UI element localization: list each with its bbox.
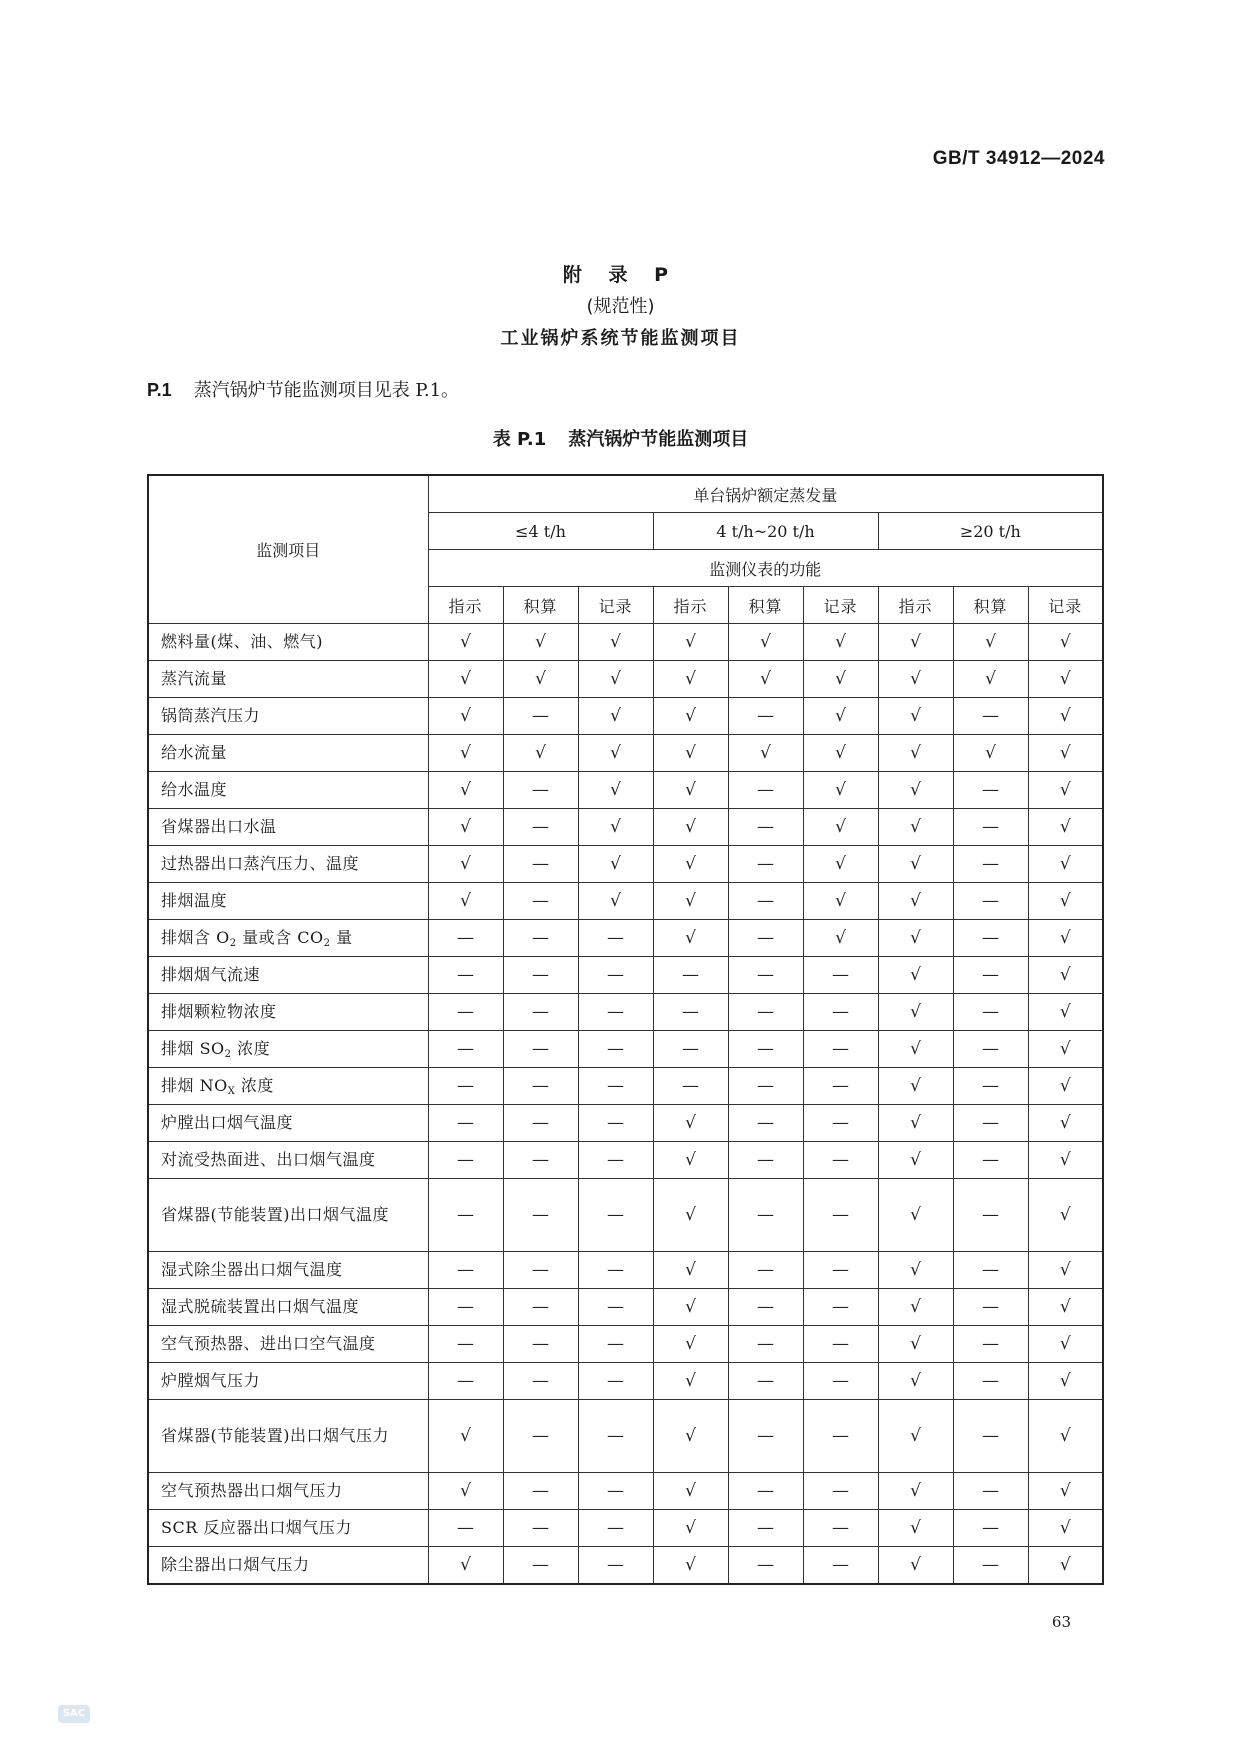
- monitoring-item: 对流受热面进、出口烟气温度: [148, 1142, 428, 1179]
- check-mark-cell: √: [1028, 1252, 1103, 1289]
- dash-cell: —: [578, 957, 653, 994]
- check-mark-cell: √: [803, 920, 878, 957]
- check-mark-cell: √: [953, 624, 1028, 661]
- dash-cell: —: [728, 957, 803, 994]
- dash-cell: —: [578, 994, 653, 1031]
- dash-cell: —: [428, 1289, 503, 1326]
- dash-cell: —: [578, 1252, 653, 1289]
- check-mark-cell: √: [653, 809, 728, 846]
- dash-cell: —: [428, 1510, 503, 1547]
- table-row: [148, 735, 1103, 772]
- dash-cell: —: [803, 1510, 878, 1547]
- check-mark-cell: √: [803, 735, 878, 772]
- dash-cell: —: [953, 994, 1028, 1031]
- dash-cell: —: [428, 1326, 503, 1363]
- check-mark-cell: √: [428, 1547, 503, 1585]
- appendix-subject: 工业锅炉系统节能监测项目: [500, 328, 741, 349]
- dash-cell: —: [803, 1326, 878, 1363]
- dash-cell: —: [578, 1105, 653, 1142]
- dash-cell: —: [953, 1326, 1028, 1363]
- table-row: [148, 1252, 1103, 1289]
- dash-cell: —: [503, 1400, 578, 1473]
- dash-cell: —: [503, 698, 578, 735]
- dash-cell: —: [503, 809, 578, 846]
- dash-cell: —: [503, 1363, 578, 1400]
- check-mark-cell: √: [878, 920, 953, 957]
- table-row: [148, 624, 1103, 661]
- dash-cell: —: [803, 1363, 878, 1400]
- dash-cell: —: [728, 1252, 803, 1289]
- dash-cell: —: [803, 1473, 878, 1510]
- monitoring-item: 空气预热器、进出口空气温度: [148, 1326, 428, 1363]
- dash-cell: —: [728, 883, 803, 920]
- check-mark-cell: √: [653, 735, 728, 772]
- document-code: GB/T 34912—2024: [932, 148, 1105, 169]
- check-mark-cell: √: [878, 1179, 953, 1252]
- dash-cell: —: [953, 1363, 1028, 1400]
- dash-cell: —: [728, 1400, 803, 1473]
- header-fn-record: 记录: [803, 587, 878, 624]
- monitoring-item: 过热器出口蒸汽压力、温度: [148, 846, 428, 883]
- check-mark-cell: √: [878, 1031, 953, 1068]
- dash-cell: —: [803, 1547, 878, 1585]
- check-mark-cell: √: [428, 698, 503, 735]
- header-fn-indicate: 指示: [428, 587, 503, 624]
- monitoring-item: 除尘器出口烟气压力: [148, 1547, 428, 1585]
- dash-cell: —: [428, 1142, 503, 1179]
- table-row: [148, 883, 1103, 920]
- check-mark-cell: √: [878, 1400, 953, 1473]
- dash-cell: —: [803, 1031, 878, 1068]
- check-mark-cell: √: [653, 1179, 728, 1252]
- table-row: [148, 994, 1103, 1031]
- check-mark-cell: √: [428, 735, 503, 772]
- check-mark-cell: √: [653, 698, 728, 735]
- check-mark-cell: √: [428, 883, 503, 920]
- dash-cell: —: [428, 994, 503, 1031]
- check-mark-cell: √: [1028, 994, 1103, 1031]
- dash-cell: —: [503, 920, 578, 957]
- check-mark-cell: √: [578, 772, 653, 809]
- table-row: [148, 957, 1103, 994]
- check-mark-cell: √: [1028, 1068, 1103, 1105]
- check-mark-cell: √: [878, 661, 953, 698]
- dash-cell: —: [803, 957, 878, 994]
- clause-p1: [147, 376, 459, 402]
- dash-cell: —: [803, 1179, 878, 1252]
- check-mark-cell: √: [653, 1363, 728, 1400]
- dash-cell: —: [428, 1179, 503, 1252]
- dash-cell: —: [953, 1068, 1028, 1105]
- check-mark-cell: √: [1028, 1179, 1103, 1252]
- dash-cell: —: [578, 1179, 653, 1252]
- header-fn-record: 记录: [1028, 587, 1103, 624]
- dash-cell: —: [503, 772, 578, 809]
- check-mark-cell: √: [653, 624, 728, 661]
- table-row: [148, 920, 1103, 957]
- check-mark-cell: √: [878, 1105, 953, 1142]
- check-mark-cell: √: [578, 661, 653, 698]
- table-caption-title: 蒸汽锅炉节能监测项目: [568, 429, 749, 450]
- table-row: [148, 1031, 1103, 1068]
- check-mark-cell: √: [1028, 846, 1103, 883]
- dash-cell: —: [953, 957, 1028, 994]
- dash-cell: —: [503, 1547, 578, 1585]
- header-fn-record: 记录: [578, 587, 653, 624]
- monitoring-item: 排烟温度: [148, 883, 428, 920]
- check-mark-cell: √: [878, 698, 953, 735]
- dash-cell: —: [653, 957, 728, 994]
- check-mark-cell: √: [1028, 883, 1103, 920]
- header-function: 监测仪表的功能: [428, 550, 1103, 587]
- monitoring-item: 给水流量: [148, 735, 428, 772]
- check-mark-cell: √: [1028, 1547, 1103, 1585]
- dash-cell: —: [728, 1547, 803, 1585]
- dash-cell: —: [953, 1179, 1028, 1252]
- table-row: [148, 809, 1103, 846]
- check-mark-cell: √: [1028, 1510, 1103, 1547]
- header-fn-integrate: 积算: [503, 587, 578, 624]
- dash-cell: —: [728, 1142, 803, 1179]
- check-mark-cell: √: [653, 920, 728, 957]
- dash-cell: —: [503, 883, 578, 920]
- header-capacity: 单台锅炉额定蒸发量: [428, 475, 1103, 513]
- table-row: [148, 1068, 1103, 1105]
- monitoring-item: 炉膛烟气压力: [148, 1363, 428, 1400]
- dash-cell: —: [728, 698, 803, 735]
- check-mark-cell: √: [578, 698, 653, 735]
- dash-cell: —: [803, 1142, 878, 1179]
- dash-cell: —: [503, 1326, 578, 1363]
- monitoring-item: 湿式除尘器出口烟气温度: [148, 1252, 428, 1289]
- dash-cell: —: [953, 772, 1028, 809]
- check-mark-cell: √: [878, 624, 953, 661]
- dash-cell: —: [578, 1142, 653, 1179]
- dash-cell: —: [728, 1289, 803, 1326]
- table-row: [148, 772, 1103, 809]
- dash-cell: —: [803, 1252, 878, 1289]
- check-mark-cell: √: [1028, 661, 1103, 698]
- dash-cell: —: [728, 994, 803, 1031]
- dash-cell: —: [953, 1473, 1028, 1510]
- dash-cell: —: [953, 1142, 1028, 1179]
- table-row: [148, 1510, 1103, 1547]
- table-row: [148, 1326, 1103, 1363]
- dash-cell: —: [803, 1400, 878, 1473]
- dash-cell: —: [503, 846, 578, 883]
- dash-cell: —: [953, 920, 1028, 957]
- check-mark-cell: √: [653, 1252, 728, 1289]
- check-mark-cell: √: [1028, 957, 1103, 994]
- check-mark-cell: √: [728, 624, 803, 661]
- header-item: 监测项目: [148, 475, 428, 624]
- monitoring-item: 锅筒蒸汽压力: [148, 698, 428, 735]
- dash-cell: —: [503, 1105, 578, 1142]
- check-mark-cell: √: [1028, 698, 1103, 735]
- monitoring-item: 省煤器(节能装置)出口烟气温度: [148, 1179, 428, 1252]
- check-mark-cell: √: [803, 883, 878, 920]
- check-mark-cell: √: [1028, 1289, 1103, 1326]
- header-range-medium: 4 t/h~20 t/h: [653, 513, 878, 550]
- check-mark-cell: √: [428, 1400, 503, 1473]
- check-mark-cell: √: [728, 661, 803, 698]
- dash-cell: —: [953, 1547, 1028, 1585]
- check-mark-cell: √: [1028, 809, 1103, 846]
- check-mark-cell: √: [653, 1510, 728, 1547]
- dash-cell: —: [578, 1400, 653, 1473]
- check-mark-cell: √: [578, 846, 653, 883]
- monitoring-item: 排烟颗粒物浓度: [148, 994, 428, 1031]
- monitoring-item: 燃料量(煤、油、燃气): [148, 624, 428, 661]
- dash-cell: —: [503, 957, 578, 994]
- check-mark-cell: √: [878, 1363, 953, 1400]
- check-mark-cell: √: [1028, 1326, 1103, 1363]
- dash-cell: —: [728, 1105, 803, 1142]
- check-mark-cell: √: [653, 1142, 728, 1179]
- dash-cell: —: [578, 1326, 653, 1363]
- check-mark-cell: √: [1028, 624, 1103, 661]
- check-mark-cell: √: [503, 735, 578, 772]
- check-mark-cell: √: [578, 735, 653, 772]
- dash-cell: —: [803, 1289, 878, 1326]
- check-mark-cell: √: [428, 1473, 503, 1510]
- dash-cell: —: [578, 1473, 653, 1510]
- dash-cell: —: [653, 994, 728, 1031]
- page-number: 63: [1051, 1613, 1071, 1631]
- sac-watermark-logo: SAC: [58, 1705, 90, 1723]
- dash-cell: —: [578, 1289, 653, 1326]
- dash-cell: —: [728, 1510, 803, 1547]
- check-mark-cell: √: [503, 661, 578, 698]
- check-mark-cell: √: [1028, 1400, 1103, 1473]
- check-mark-cell: √: [428, 624, 503, 661]
- monitoring-item: SCR 反应器出口烟气压力: [148, 1510, 428, 1547]
- monitoring-item: 排烟烟气流速: [148, 957, 428, 994]
- table-caption: [0, 425, 1241, 451]
- table-row: [148, 1142, 1103, 1179]
- table-row: [148, 1179, 1103, 1252]
- check-mark-cell: √: [578, 809, 653, 846]
- check-mark-cell: √: [578, 883, 653, 920]
- check-mark-cell: √: [878, 809, 953, 846]
- dash-cell: —: [428, 920, 503, 957]
- dash-cell: —: [503, 1142, 578, 1179]
- check-mark-cell: √: [878, 772, 953, 809]
- dash-cell: —: [503, 1068, 578, 1105]
- appendix-type: (规范性): [586, 296, 655, 317]
- dash-cell: —: [728, 809, 803, 846]
- dash-cell: —: [503, 1510, 578, 1547]
- check-mark-cell: √: [1028, 1031, 1103, 1068]
- check-mark-cell: √: [803, 698, 878, 735]
- dash-cell: —: [428, 1252, 503, 1289]
- dash-cell: —: [728, 920, 803, 957]
- dash-cell: —: [953, 1289, 1028, 1326]
- monitoring-item: 排烟 $NO_X$ 浓度: [148, 1068, 428, 1105]
- check-mark-cell: √: [653, 1289, 728, 1326]
- check-mark-cell: √: [653, 1400, 728, 1473]
- check-mark-cell: √: [1028, 1363, 1103, 1400]
- check-mark-cell: √: [878, 1326, 953, 1363]
- dash-cell: —: [728, 772, 803, 809]
- check-mark-cell: √: [653, 846, 728, 883]
- header-fn-integrate: 积算: [728, 587, 803, 624]
- dash-cell: —: [728, 1179, 803, 1252]
- check-mark-cell: √: [728, 735, 803, 772]
- monitoring-item: 湿式脱硫装置出口烟气温度: [148, 1289, 428, 1326]
- check-mark-cell: √: [1028, 1142, 1103, 1179]
- dash-cell: —: [803, 1068, 878, 1105]
- check-mark-cell: √: [428, 809, 503, 846]
- dash-cell: —: [728, 1363, 803, 1400]
- table-row: [148, 1473, 1103, 1510]
- check-mark-cell: √: [803, 624, 878, 661]
- table-row: [148, 1105, 1103, 1142]
- header-range-small: ≤4 t/h: [428, 513, 653, 550]
- check-mark-cell: √: [428, 846, 503, 883]
- table-row: [148, 846, 1103, 883]
- dash-cell: —: [428, 1068, 503, 1105]
- dash-cell: —: [428, 1031, 503, 1068]
- check-mark-cell: √: [878, 846, 953, 883]
- monitoring-item: 省煤器(节能装置)出口烟气压力: [148, 1400, 428, 1473]
- table-row: [148, 698, 1103, 735]
- header-fn-integrate: 积算: [953, 587, 1028, 624]
- dash-cell: —: [428, 1105, 503, 1142]
- check-mark-cell: √: [878, 1252, 953, 1289]
- check-mark-cell: √: [653, 1473, 728, 1510]
- dash-cell: —: [503, 1252, 578, 1289]
- dash-cell: —: [428, 957, 503, 994]
- dash-cell: —: [728, 1326, 803, 1363]
- dash-cell: —: [803, 994, 878, 1031]
- monitoring-item: 省煤器出口水温: [148, 809, 428, 846]
- monitoring-item: 给水温度: [148, 772, 428, 809]
- check-mark-cell: √: [803, 772, 878, 809]
- check-mark-cell: √: [1028, 1473, 1103, 1510]
- check-mark-cell: √: [1028, 772, 1103, 809]
- check-mark-cell: √: [878, 1142, 953, 1179]
- check-mark-cell: √: [878, 994, 953, 1031]
- dash-cell: —: [953, 883, 1028, 920]
- check-mark-cell: √: [953, 735, 1028, 772]
- monitoring-item: 空气预热器出口烟气压力: [148, 1473, 428, 1510]
- check-mark-cell: √: [878, 1510, 953, 1547]
- check-mark-cell: √: [878, 735, 953, 772]
- monitoring-item: 排烟含 $O_2$ 量或含 $CO_2$ 量: [148, 920, 428, 957]
- check-mark-cell: √: [578, 624, 653, 661]
- check-mark-cell: √: [1028, 735, 1103, 772]
- header-fn-indicate: 指示: [653, 587, 728, 624]
- check-mark-cell: √: [953, 661, 1028, 698]
- table-row: [148, 1363, 1103, 1400]
- monitoring-item: 排烟 $SO_2$ 浓度: [148, 1031, 428, 1068]
- dash-cell: —: [953, 1400, 1028, 1473]
- dash-cell: —: [953, 1031, 1028, 1068]
- check-mark-cell: √: [878, 1068, 953, 1105]
- dash-cell: —: [503, 994, 578, 1031]
- dash-cell: —: [503, 1289, 578, 1326]
- dash-cell: —: [953, 1252, 1028, 1289]
- dash-cell: —: [728, 1473, 803, 1510]
- check-mark-cell: √: [803, 809, 878, 846]
- header-range-large: ≥20 t/h: [878, 513, 1103, 550]
- check-mark-cell: √: [878, 1473, 953, 1510]
- dash-cell: —: [503, 1179, 578, 1252]
- clause-text: 蒸汽锅炉节能监测项目见表 P.1。: [193, 380, 460, 401]
- dash-cell: —: [503, 1031, 578, 1068]
- check-mark-cell: √: [878, 957, 953, 994]
- appendix-title: 附 录 P: [562, 264, 679, 286]
- dash-cell: —: [728, 846, 803, 883]
- dash-cell: —: [653, 1031, 728, 1068]
- check-mark-cell: √: [653, 772, 728, 809]
- check-mark-cell: √: [1028, 920, 1103, 957]
- dash-cell: —: [728, 1031, 803, 1068]
- dash-cell: —: [953, 1105, 1028, 1142]
- check-mark-cell: √: [653, 1326, 728, 1363]
- dash-cell: —: [578, 1510, 653, 1547]
- check-mark-cell: √: [803, 661, 878, 698]
- check-mark-cell: √: [878, 1289, 953, 1326]
- table-row: [148, 1547, 1103, 1585]
- dash-cell: —: [578, 920, 653, 957]
- dash-cell: —: [578, 1363, 653, 1400]
- monitoring-table: [147, 474, 1104, 1585]
- check-mark-cell: √: [1028, 1105, 1103, 1142]
- check-mark-cell: √: [653, 661, 728, 698]
- dash-cell: —: [953, 809, 1028, 846]
- dash-cell: —: [953, 846, 1028, 883]
- dash-cell: —: [428, 1363, 503, 1400]
- table-caption-number: 表 P.1: [492, 429, 547, 450]
- monitoring-item: 蒸汽流量: [148, 661, 428, 698]
- table-body: [148, 624, 1103, 1585]
- table-row: [148, 1400, 1103, 1473]
- dash-cell: —: [578, 1031, 653, 1068]
- dash-cell: —: [953, 1510, 1028, 1547]
- check-mark-cell: √: [653, 1547, 728, 1585]
- check-mark-cell: √: [878, 883, 953, 920]
- header-fn-indicate: 指示: [878, 587, 953, 624]
- table-row: [148, 661, 1103, 698]
- monitoring-item: 炉膛出口烟气温度: [148, 1105, 428, 1142]
- check-mark-cell: √: [428, 772, 503, 809]
- dash-cell: —: [653, 1068, 728, 1105]
- table-row: [148, 1289, 1103, 1326]
- dash-cell: —: [728, 1068, 803, 1105]
- check-mark-cell: √: [653, 883, 728, 920]
- check-mark-cell: √: [803, 846, 878, 883]
- dash-cell: —: [503, 1473, 578, 1510]
- check-mark-cell: √: [428, 661, 503, 698]
- clause-number: P.1: [147, 380, 172, 400]
- dash-cell: —: [578, 1547, 653, 1585]
- dash-cell: —: [953, 698, 1028, 735]
- dash-cell: —: [803, 1105, 878, 1142]
- check-mark-cell: √: [878, 1547, 953, 1585]
- dash-cell: —: [578, 1068, 653, 1105]
- check-mark-cell: √: [653, 1105, 728, 1142]
- check-mark-cell: √: [503, 624, 578, 661]
